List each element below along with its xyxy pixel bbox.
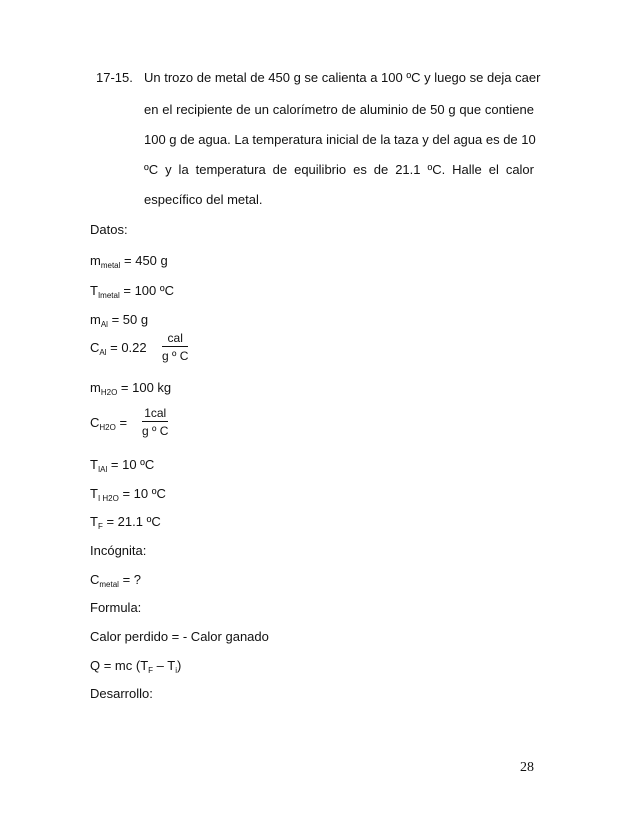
fraction-c-al-numerator: cal <box>162 331 188 347</box>
page-number: 28 <box>520 760 534 775</box>
problem-line-2: en el recipiente de un calorímetro de aluminio de 50 g que contiene <box>144 102 534 117</box>
datum-t-ial: $T_{IAl} = 10$ ºC <box>90 457 155 474</box>
datum-c-al: $C_{Al} = 0.22$ <box>90 340 147 357</box>
datum-t-f: $T_F = 21.1$ ºC <box>90 514 161 531</box>
desarrollo-heading: Desarrollo: <box>90 686 153 701</box>
fraction-c-al-denominator: g º C <box>162 349 189 363</box>
fraction-c-h2o-denominator: g º C <box>142 424 169 438</box>
formula-q-equation: Q = mc $(T_F - T_i)$ <box>90 658 182 675</box>
datum-t-ih2o: $T_{I H2O} = 10$ ºC <box>90 486 166 503</box>
problem-line-4: ºC y la temperatura de equilibrio es de 21.1 ºC. Halle el calor <box>144 162 534 177</box>
datum-m-al: $m_{Al} = 50$ g <box>90 312 149 329</box>
datos-heading: Datos: <box>90 222 128 237</box>
fraction-c-h2o-numerator: 1cal <box>142 406 168 422</box>
formula-heading: Formula: <box>90 600 142 615</box>
datum-m-metal: $m_{metal} = 450$ g <box>90 253 168 270</box>
unknown-c-metal: $C_{metal}$ = ? <box>90 572 141 589</box>
formula-heat-balance: Calor perdido = - Calor ganado <box>90 629 269 644</box>
problem-line-3: 100 g de agua. La temperatura inicial de la taza y del agua es de 10 <box>144 132 536 147</box>
datum-m-h2o: $m_{H2O} = 100$ kg <box>90 380 172 397</box>
incognita-heading: Incógnita: <box>90 543 147 558</box>
problem-number: 17-15. <box>96 70 133 85</box>
datum-t-imetal: $T_{Imetal} = 100$ ºC <box>90 283 175 300</box>
datum-c-h2o: $C_{H2O}$ = <box>90 415 128 432</box>
fraction-c-al <box>162 331 188 363</box>
fraction-c-h2o <box>142 406 168 438</box>
problem-line-1: Un trozo de metal de 450 g se calienta a 100 ºC y luego se deja caer <box>144 70 541 85</box>
problem-line-5: específico del metal. <box>144 192 263 207</box>
